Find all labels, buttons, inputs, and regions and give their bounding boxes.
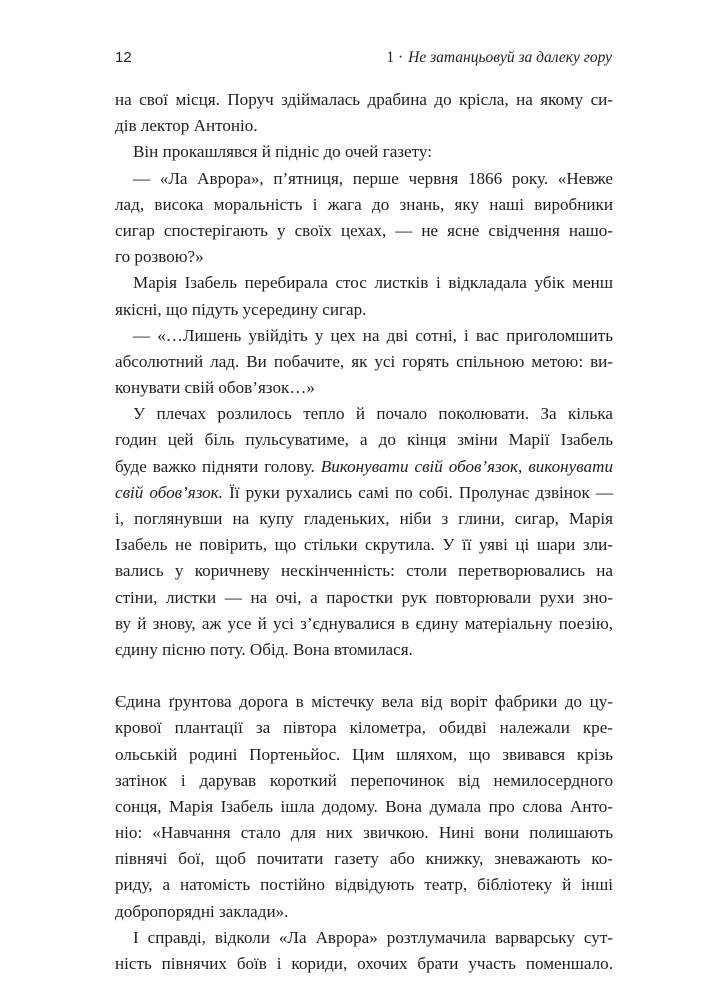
text-line: У плечах розлилось тепло й почало поколювати. За кілька (133, 404, 613, 424)
text-line: стіни, листки — на очі, а паростки рук повторювали рухи зно- (115, 587, 613, 607)
page-number: 12 (115, 49, 132, 66)
chapter-number: 1 · (386, 49, 404, 66)
text-line: затінок і дарував короткий перепочинок від немилосердного (115, 770, 613, 790)
text-line: Марія Ізабель перебирала стос листків і відкладала убік менш (133, 273, 613, 293)
text-line: го розвою?» (115, 247, 204, 267)
text-line: ність півнячих боїв і кориди, охочих брати участь поменшало. (115, 954, 613, 973)
text-line: сигар спостерігають у своїх цехах, — не ясне свідчення нашо- (115, 220, 613, 240)
text-line: крової плантації за півтора кілометра, обидві належали кре- (115, 718, 613, 738)
section-break (115, 663, 613, 689)
text-line: Єдина ґрунтова дорога в містечку вела від воріт фабрики до цу- (115, 692, 613, 712)
text-line: — «…Лишень увійдіть у цех на дві сотні, і вас приголомшить (133, 325, 613, 345)
text-line: конувати свій обов’язок…» (115, 378, 315, 398)
running-header (0, 49, 728, 71)
text-line: — «Ла Аврора», п’ятниця, перше червня 1866 року. «Невже (133, 168, 613, 188)
text-line: лад, висока моральність і жага до знань, яку наші виробники (115, 194, 613, 214)
text-line: на свої місця. Поруч здіймалась драбина до крісла, на якому си- (115, 90, 613, 109)
text-line: ніо: «Навчання стало для них звичкою. Нині вони полишають (115, 823, 613, 843)
text-line: ольській родині Портеньйос. Цим шляхом, що звивався крізь (115, 744, 613, 764)
text-line: І справді, відколи «Ла Аврора» розтлумачила варварську сут- (133, 927, 613, 947)
text-line: Він прокашлявся й підніс до очей газету: (133, 142, 432, 162)
main-text (115, 87, 613, 977)
italic-span: Виконувати свій обов’язок, виконувати (320, 456, 613, 476)
italic-span: свій обов’язок. (115, 482, 223, 502)
chapter-running-head (386, 49, 612, 67)
text-line: півнячі бої, щоб почитати газету або книжку, зневажають ко- (115, 849, 613, 869)
text-line (115, 480, 613, 506)
text-line: добропорядні заклади». (115, 901, 289, 921)
text-line (115, 454, 613, 480)
text-line: годин цей біль пульсуватиме, а до кінця зміни Марії Ізабель (115, 430, 613, 450)
text-line: ву й знову, аж усе й усі з’єднувалися в єдину матеріальну поезію, (115, 613, 613, 633)
chapter-title: Не затанцьовуй за далеку гору (408, 49, 612, 66)
text-line: сонця, Марія Ізабель ішла додому. Вона думала про слова Анто- (115, 796, 613, 816)
text-line: і, поглянувши на купу гладеньких, ніби з глини, сигар, Марія (115, 509, 613, 528)
text-line: Ізабель не повірить, що стільки скрутила. У її уяві ці шари зли- (115, 535, 613, 555)
text-line: вались у коричневу нескінченність: столи перетворювались на (115, 561, 613, 581)
text-line: абсолютний лад. Ви побачите, як усі горять спільною метою: ви- (115, 351, 613, 371)
text-span: буде важко підняти голову. (115, 456, 321, 476)
text-line: дів лектор Антоніо. (115, 116, 258, 136)
text-line: єдину пісню поту. Обід. Вона втомилася. (115, 639, 413, 659)
text-line: риду, а натомість постійно відвідують театр, бібліотеку й інші (115, 875, 613, 895)
text-span: Її руки рухались самі по собі. Пролунає дзвінок — (222, 482, 613, 502)
text-line: якісні, що підуть усередину сигар. (115, 299, 367, 319)
